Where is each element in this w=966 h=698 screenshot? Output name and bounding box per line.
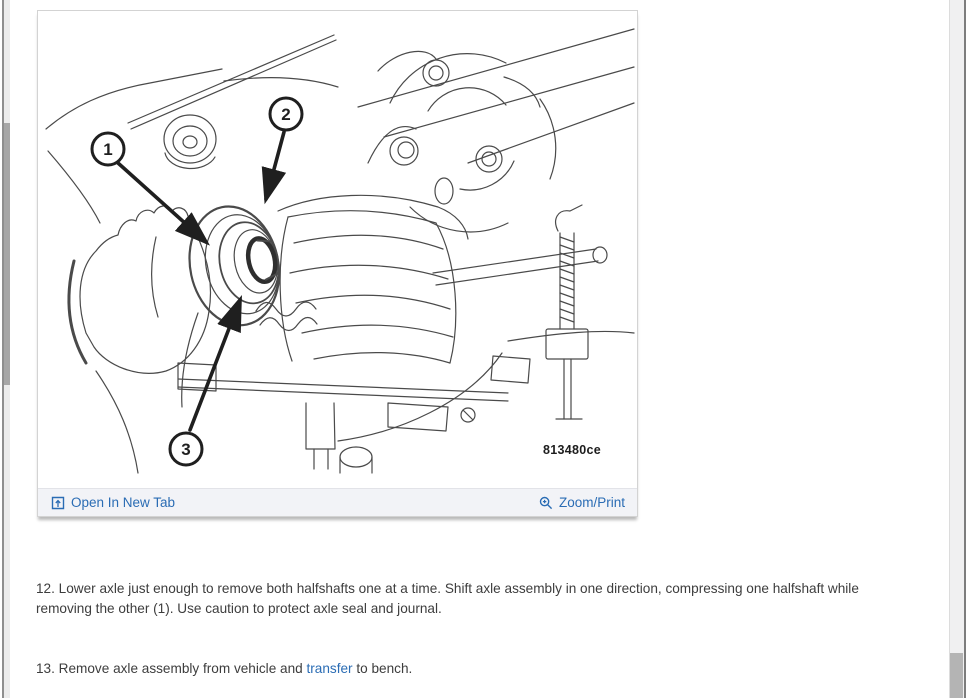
right-scrollbar-track[interactable] <box>949 0 964 698</box>
step-12-text: 12. Lower axle just enough to remove both halfshafts one at a time. Shift axle assembly in one direction, compressing one halfshaft while removing the other (1). Use caution to protect axle seal and journal. <box>36 581 859 616</box>
callout-2 <box>270 98 302 130</box>
open-in-new-tab-icon <box>51 496 65 510</box>
figure-panel <box>37 10 638 517</box>
svg-text:3: 3 <box>181 440 191 459</box>
jack-screw <box>546 205 588 419</box>
zoom-print-link[interactable] <box>539 495 625 510</box>
upper-rods <box>128 29 634 163</box>
step-13-prefix: 13. Remove axle assembly from vehicle and <box>36 661 307 676</box>
transfer-link[interactable]: transfer <box>306 661 353 676</box>
grommet <box>164 115 216 169</box>
differential-housing <box>278 195 468 363</box>
callout-1 <box>92 133 124 165</box>
figure-id-label: 813480ce <box>542 443 601 457</box>
svg-text:1: 1 <box>103 140 113 159</box>
callout-3 <box>170 433 202 465</box>
figure-toolbar <box>38 488 637 516</box>
step-13-text <box>36 659 914 679</box>
diagram-area <box>38 11 637 488</box>
axle-shaft <box>433 247 634 341</box>
axle-diagram <box>38 11 637 488</box>
left-scrollbar-thumb[interactable] <box>4 123 10 385</box>
support-bracket <box>178 313 530 473</box>
zoom-print-label: Zoom/Print <box>558 495 625 510</box>
zoom-magnifier-icon <box>539 496 553 510</box>
open-in-new-tab-label: Open In New Tab <box>71 495 176 510</box>
right-scrollbar-thumb[interactable] <box>950 653 963 698</box>
subframe-lines <box>46 69 338 223</box>
open-in-new-tab-link[interactable] <box>51 495 175 510</box>
step-13-suffix: to bench. <box>352 661 413 676</box>
svg-text:2: 2 <box>281 105 291 124</box>
